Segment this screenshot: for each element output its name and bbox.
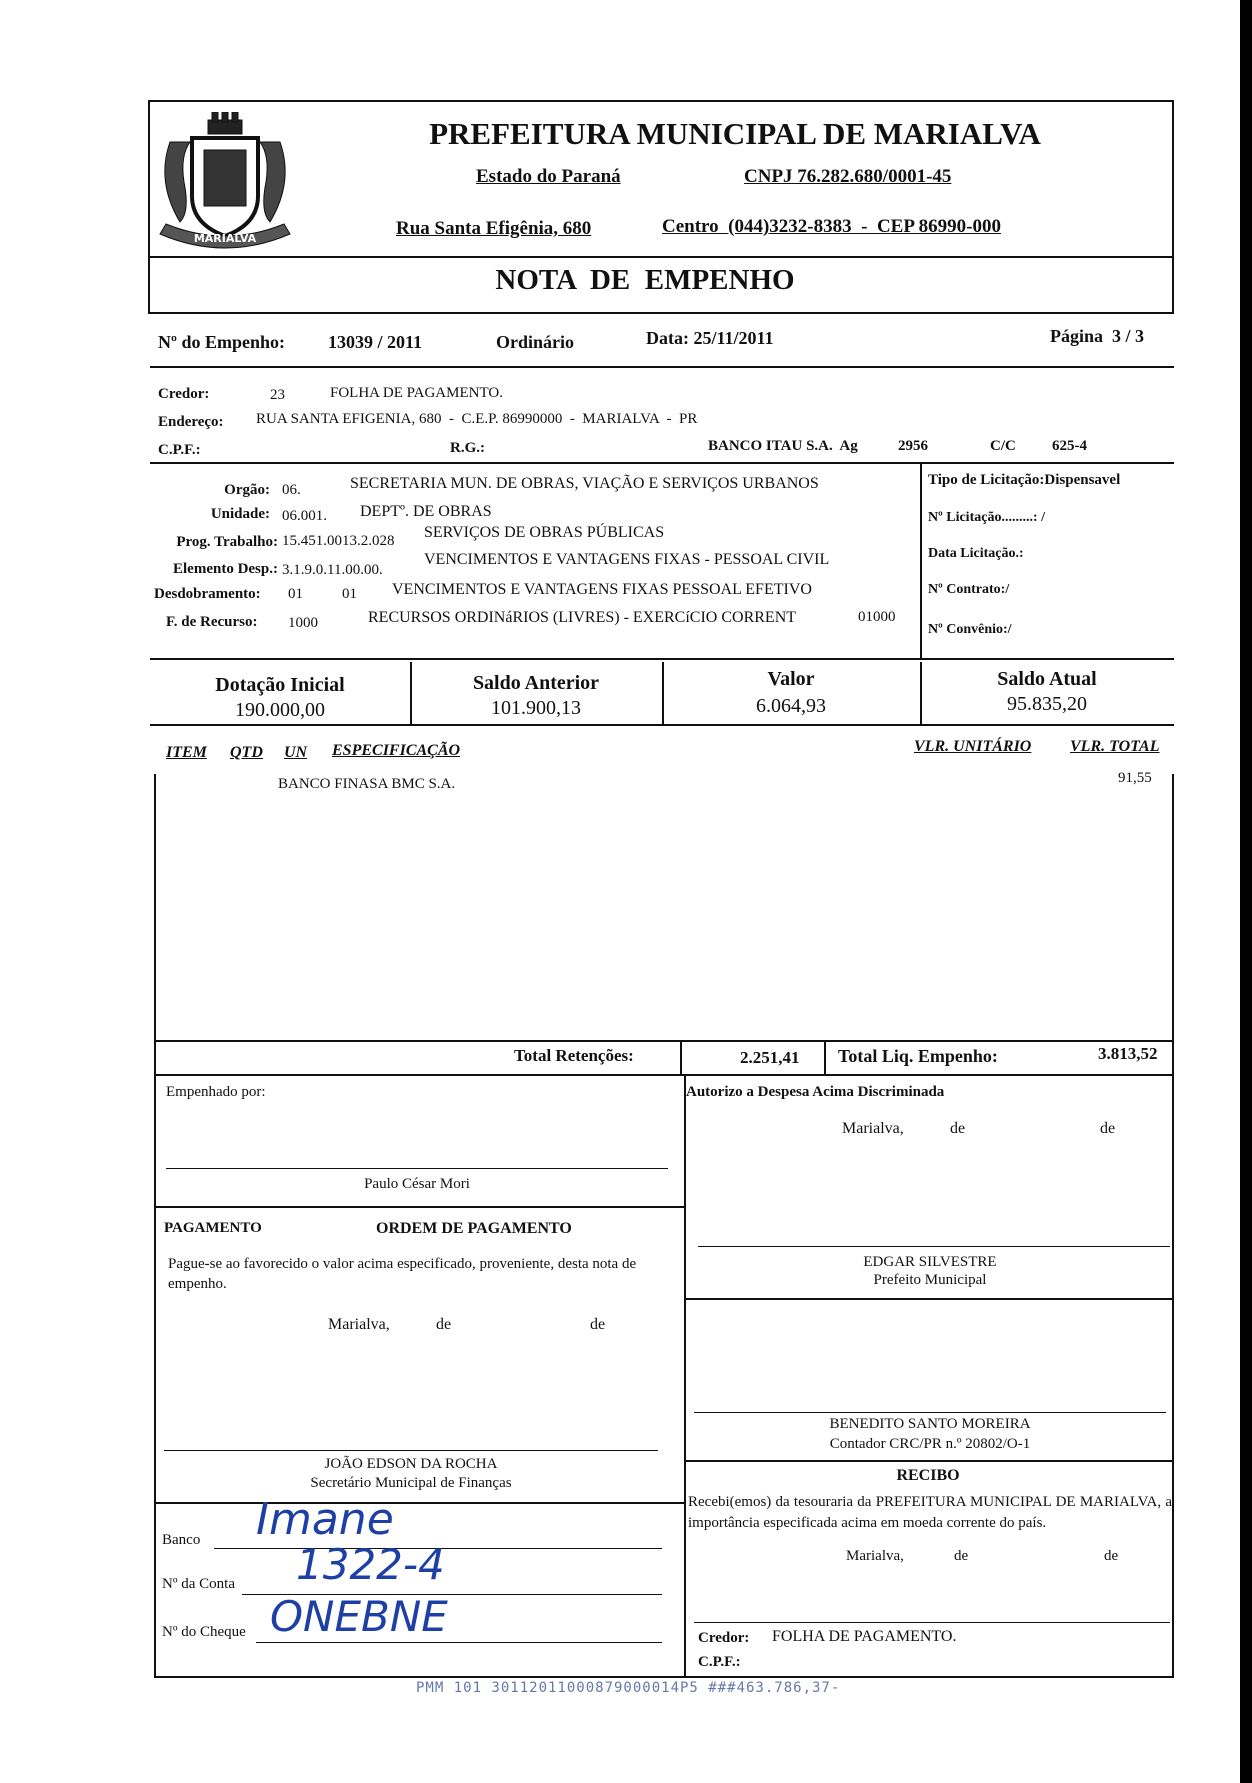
- col-un: UN: [284, 744, 308, 761]
- pagamento-top-line: [154, 1206, 684, 1208]
- total-retencoes-label: Total Retenções:: [514, 1046, 634, 1065]
- prog-trabalho-name: SERVIÇOS DE OBRAS PÚBLICAS: [424, 524, 665, 541]
- numero-contrato: Nº Contrato:/: [928, 582, 1010, 597]
- cheque-line: [256, 1642, 662, 1643]
- banco-handwriting: Imane: [256, 1494, 394, 1545]
- prefeito-signature-line: [698, 1246, 1170, 1247]
- col-valor-total: VLR. TOTAL: [1070, 738, 1160, 755]
- desdobramento-code1: 01: [288, 586, 303, 602]
- total-retencoes-value: 2.251,41: [740, 1048, 800, 1067]
- credor-code: 23: [270, 387, 285, 403]
- col-qtd: QTD: [230, 744, 263, 761]
- rg-label: R.G.:: [450, 440, 485, 456]
- document-title: NOTA DE EMPENHO: [495, 264, 795, 296]
- recibo-credor-label: Credor:: [698, 1630, 750, 1646]
- desdobramento-code2: 01: [342, 586, 357, 602]
- processing-stamp: PMM 101 30112011000879000014P5 ###463.786,37-: [416, 1680, 841, 1696]
- endereco-label: Endereço:: [158, 414, 224, 430]
- secretario-name: JOÃO EDSON DA ROCHA: [324, 1456, 498, 1472]
- orgao-name: SECRETARIA MUN. DE OBRAS, VIAÇÃO E SERVIÇOS URBANOS: [350, 475, 819, 492]
- totals-top-line: [154, 1040, 1174, 1042]
- city-hall-title: PREFEITURA MUNICIPAL DE MARIALVA: [429, 116, 1041, 151]
- conta-label: Nº da Conta: [162, 1576, 235, 1592]
- empenhado-por-label: Empenhado por:: [166, 1084, 266, 1100]
- pague-se-text: Pague-se ao favorecido o valor acima especificado, proveniente, desta nota de empenho.: [168, 1256, 637, 1292]
- prefeito-name: EDGAR SILVESTRE: [863, 1254, 997, 1270]
- unidade-label: Unidade:: [210, 506, 270, 522]
- contador-signature-line: [694, 1412, 1166, 1413]
- form-bottom-line: [154, 1676, 1174, 1678]
- item-description: BANCO FINASA BMC S.A.: [278, 776, 456, 792]
- contador-title: Contador CRC/PR n.º 20802/O-1: [829, 1436, 1031, 1452]
- elemento-label: Elemento Desp.:: [173, 561, 278, 577]
- page-number: Página 3 / 3: [1050, 326, 1145, 346]
- banco-label: Banco: [162, 1532, 201, 1548]
- valor-label: Valor: [767, 668, 815, 690]
- total-liquido-label: Total Liq. Empenho:: [838, 1046, 998, 1066]
- pagamento-place: Marialva,: [328, 1316, 390, 1333]
- bank-agency: 2956: [898, 438, 928, 454]
- numero-licitacao: Nº Licitação.........: /: [928, 510, 1045, 525]
- cc-value: 625-4: [1052, 438, 1087, 454]
- pagamento-label: PAGAMENTO: [164, 1220, 262, 1236]
- ordem-pagamento-label: ORDEM DE PAGAMENTO: [376, 1220, 572, 1237]
- desdobramento-name: VENCIMENTOS E VANTAGENS FIXAS PESSOAL EFETIVO: [392, 581, 812, 598]
- state-label: Estado do Paraná: [476, 166, 621, 187]
- totals-bottom-line: [154, 1074, 1174, 1076]
- autorizo-de-2: de: [1100, 1120, 1116, 1137]
- info-divider: [150, 366, 1174, 368]
- contador-name: BENEDITO SANTO MOREIRA: [829, 1416, 1031, 1432]
- data-licitacao: Data Licitação.:: [928, 546, 1024, 561]
- saldo-anterior-label: Saldo Anterior: [472, 672, 600, 694]
- recibo-signature-line: [694, 1622, 1170, 1623]
- municipal-crest-icon: [150, 112, 300, 264]
- prog-trabalho-label: Prog. Trabalho:: [176, 534, 278, 550]
- dotacao-label: Dotação Inicial: [215, 674, 345, 696]
- valor-value: 6.064,93: [756, 695, 826, 717]
- conta-handwriting: 1322-4: [296, 1540, 445, 1589]
- autorizo-label: Autorizo a Despesa Acima Discriminada: [686, 1084, 945, 1100]
- elemento-name: VENCIMENTOS E VANTAGENS FIXAS - PESSOAL CIVIL: [424, 551, 830, 568]
- col-item: ITEM: [166, 744, 207, 761]
- recibo-place: Marialva,: [846, 1548, 904, 1564]
- orgao-code: 06.: [282, 482, 301, 498]
- licitacao-divider: [920, 462, 922, 658]
- autorizo-de-1: de: [950, 1120, 966, 1137]
- body-right-border: [1172, 774, 1174, 1676]
- budget-divider: [150, 658, 1174, 660]
- cpf-label: C.P.F.:: [158, 442, 201, 458]
- cnpj-label: CNPJ 76.282.680/0001-45: [744, 166, 952, 187]
- prog-trabalho-code: 15.451.0013.2.028: [282, 533, 395, 549]
- recibo-cpf-label: C.P.F.:: [698, 1654, 741, 1670]
- recibo-label: RECIBO: [896, 1467, 960, 1484]
- credor-label: Credor:: [158, 386, 210, 402]
- body-left-border: [154, 774, 156, 1676]
- autorizo-place: Marialva,: [842, 1120, 904, 1137]
- empenho-number-value: 13039 / 2011: [328, 332, 423, 352]
- dotacao-value: 190.000,00: [235, 699, 325, 721]
- bank-name: BANCO ITAU S.A. Ag: [708, 438, 858, 454]
- tipo-licitacao: Tipo de Licitação:Dispensavel: [928, 472, 1121, 488]
- recurso-code: 1000: [288, 615, 318, 631]
- recibo-top-line: [684, 1460, 1172, 1462]
- totals-divider-1: [680, 1040, 682, 1076]
- credor-divider: [150, 462, 1174, 464]
- endereco-value: RUA SANTA EFIGENIA, 680 - C.E.P. 86990000 - MARIALVA - PR: [256, 411, 698, 427]
- pagamento-de-2: de: [590, 1316, 606, 1333]
- balance-bottom-line: [150, 724, 1174, 726]
- recibo-text: Recebi(emos) da tesouraria da PREFEITURA MUNICIPAL DE MARIALVA, a importância especificada acima em moeda corrente do país.: [688, 1494, 1172, 1531]
- desdobramento-label: Desdobramento:: [154, 586, 261, 602]
- header-divider: [150, 256, 1172, 258]
- numero-convenio: Nº Convênio:/: [928, 622, 1012, 637]
- recibo-de-2: de: [1104, 1548, 1119, 1564]
- empenho-number-label: Nº do Empenho:: [158, 332, 285, 352]
- district-phone-label: Centro (044)3232-8383 - CEP 86990-000: [662, 216, 1001, 237]
- unidade-code: 06.001.: [282, 508, 327, 524]
- saldo-atual-value: 95.835,20: [1007, 693, 1087, 715]
- pagamento-de-1: de: [436, 1316, 452, 1333]
- secretario-signature-line: [164, 1450, 658, 1451]
- empenhado-signature-line: [166, 1168, 668, 1169]
- empenho-date: Data: 25/11/2011: [646, 328, 774, 348]
- cheque-label: Nº do Cheque: [162, 1624, 246, 1640]
- elemento-code: 3.1.9.0.11.00.00.: [282, 562, 383, 578]
- svg-text:MARIALVA: MARIALVA: [193, 232, 257, 245]
- cheque-handwriting: ONEBNE: [270, 1592, 448, 1641]
- saldo-anterior-value: 101.900,13: [491, 697, 581, 719]
- cc-label: C/C: [990, 438, 1016, 454]
- recurso-name: RECURSOS ORDINáRIOS (LIVRES) - EXERCíCIO CORRENT: [368, 609, 797, 626]
- credor-name: FOLHA DE PAGAMENTO.: [330, 385, 503, 401]
- saldo-atual-label: Saldo Atual: [997, 668, 1097, 690]
- scan-border: [1240, 0, 1252, 1783]
- empenho-type: Ordinário: [496, 332, 575, 352]
- prefeito-title: Prefeito Municipal: [873, 1272, 987, 1288]
- secretario-title: Secretário Municipal de Finanças: [310, 1475, 512, 1491]
- recibo-credor-value: FOLHA DE PAGAMENTO.: [772, 1628, 957, 1645]
- orgao-label: Orgão:: [224, 482, 270, 498]
- lower-center-divider: [684, 1074, 686, 1676]
- recibo-de-1: de: [954, 1548, 969, 1564]
- empenhado-por-name: Paulo César Mori: [364, 1176, 470, 1192]
- unidade-name: DEPTº. DE OBRAS: [360, 503, 492, 520]
- total-liquido-value: 3.813,52: [1098, 1044, 1158, 1063]
- recurso-number: 01000: [858, 609, 896, 625]
- col-especificacao: ESPECIFICAÇÃO: [332, 742, 461, 759]
- item-total: 91,55: [1118, 770, 1152, 786]
- banco-top-line: [154, 1502, 684, 1504]
- totals-divider-2: [824, 1040, 826, 1076]
- col-valor-unitario: VLR. UNITÁRIO: [914, 738, 1032, 755]
- contador-top-line: [684, 1298, 1172, 1300]
- address-label: Rua Santa Efigênia, 680: [396, 218, 592, 239]
- recurso-label: F. de Recurso:: [166, 614, 258, 630]
